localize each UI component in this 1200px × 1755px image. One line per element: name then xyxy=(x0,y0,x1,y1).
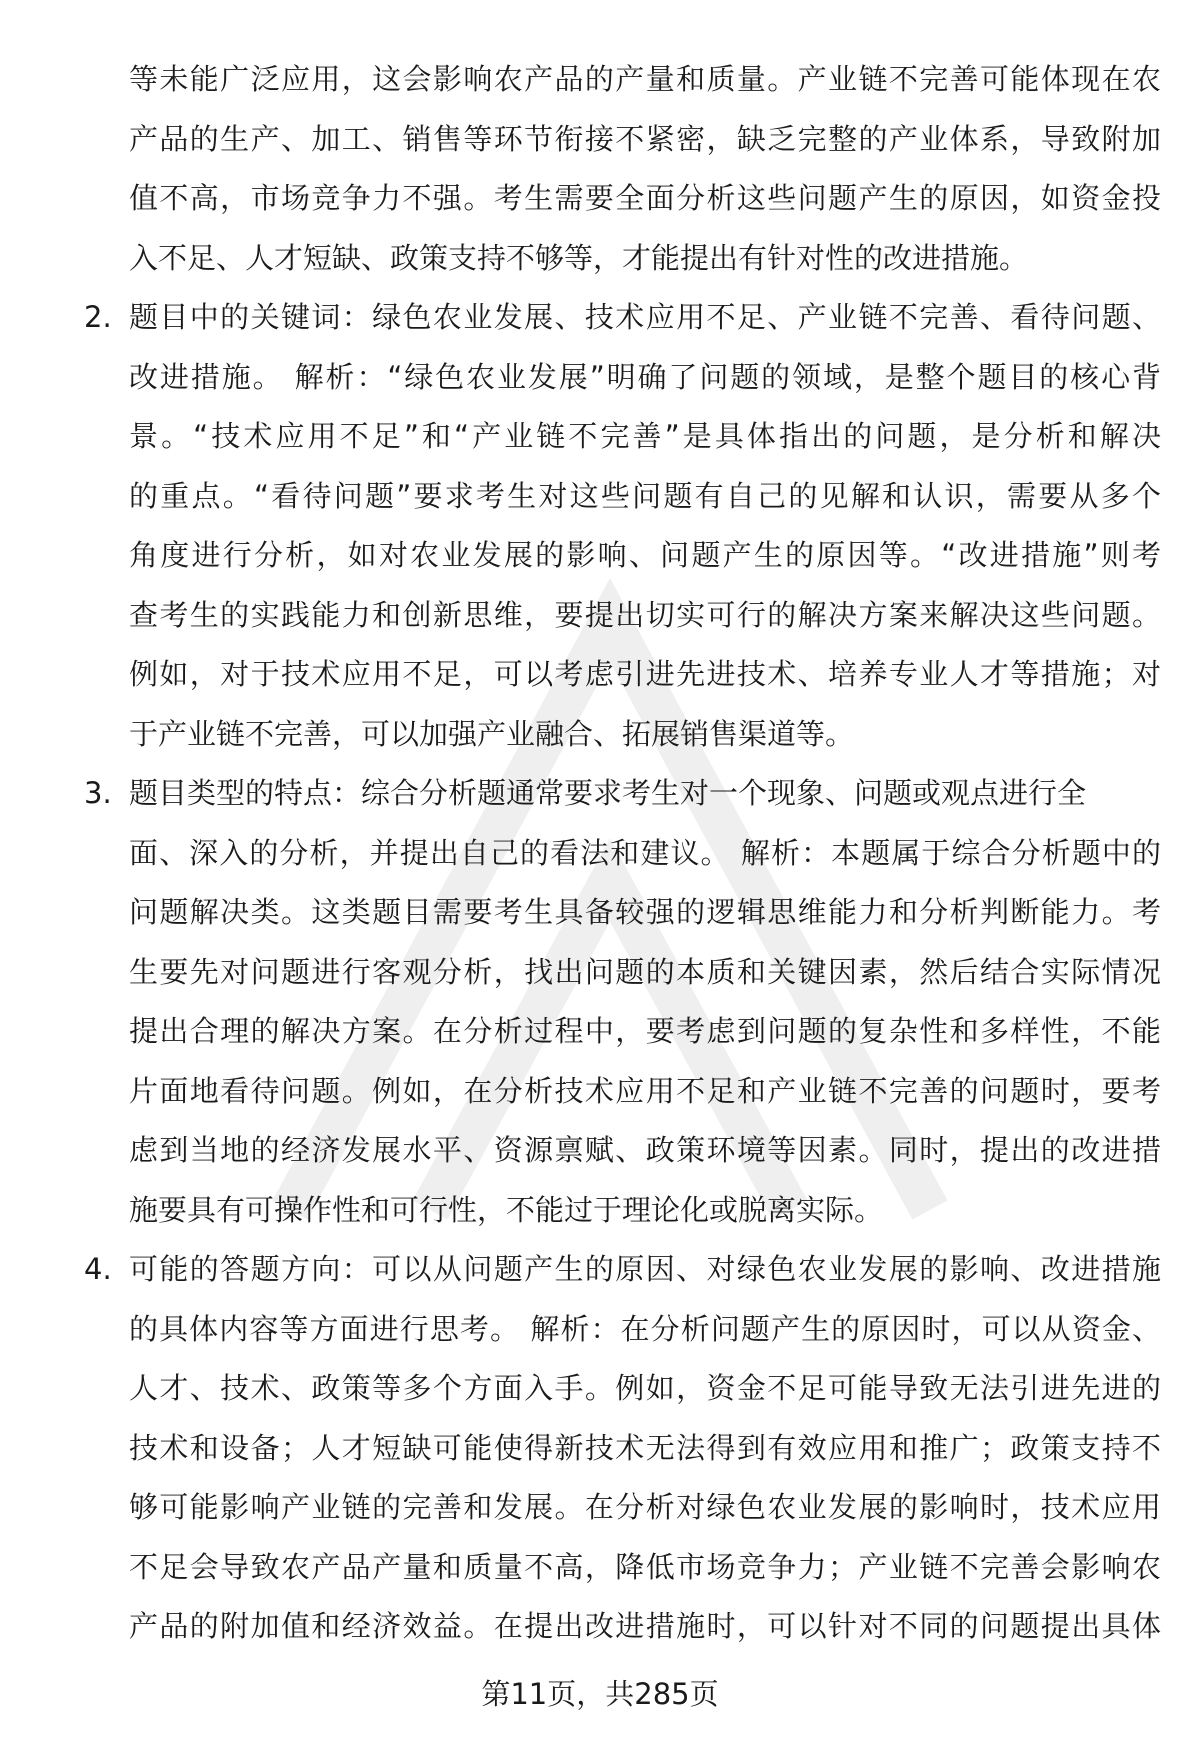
text-line: 题目中的关键词：绿色农业发展、技术应用不足、产业链不完善、看待问题、 xyxy=(129,300,1161,334)
text-line: 够可能影响产业链的完善和发展。在分析对绿色农业发展的影响时，技术应用 xyxy=(129,1490,1161,1524)
list-number: 3. xyxy=(84,776,112,810)
text-line: 改进措施。 解析：“绿色农业发展”明确了问题的领域，是整个题目的核心背 xyxy=(129,359,1161,394)
text-line: 提出合理的解决方案。在分析过程中，要考虑到问题的复杂性和多样性，不能 xyxy=(129,1014,1161,1048)
text-line: 产品的生产、加工、销售等环节衔接不紧密，缺乏完整的产业体系，导致附加 xyxy=(129,121,1161,156)
list-item-2 xyxy=(0,288,1200,764)
text-line: 景。“技术应用不足”和“产业链不完善”是具体指出的问题，是分析和解决 xyxy=(129,419,1161,453)
text-line: 生要先对问题进行客观分析，找出问题的本质和关键因素，然后结合实际情况 xyxy=(129,954,1161,989)
text-line: 不足会导致农产品产量和质量不高，降低市场竞争力；产业链不完善会影响农 xyxy=(129,1549,1161,1584)
text-line: 入不足、人才短缺、政策支持不够等，才能提出有针对性的改进措施。 xyxy=(129,240,1029,275)
text-line: 例如，对于技术应用不足，可以考虑引进先进技术、培养专业人才等措施；对 xyxy=(129,657,1161,691)
text-line: 技术和设备；人才短缺可能使得新技术无法得到有效应用和推广；政策支持不 xyxy=(129,1430,1161,1465)
text-line: 的重点。“看待问题”要求考生对这些问题有自己的见解和认识，需要从多个 xyxy=(129,478,1161,513)
document-body xyxy=(0,50,1200,1657)
text-line: 查考生的实践能力和创新思维，要提出切实可行的解决方案来解决这些问题。 xyxy=(129,597,1161,632)
list-item-1-continued xyxy=(0,50,1200,288)
text-line: 人才、技术、政策等多个方面入手。例如，资金不足可能导致无法引进先进的 xyxy=(129,1371,1161,1405)
list-number: 4. xyxy=(84,1252,112,1286)
list-item-3 xyxy=(0,764,1200,1240)
list-number: 2. xyxy=(84,300,112,334)
text-line: 值不高，市场竞争力不强。考生需要全面分析这些问题产生的原因，如资金投 xyxy=(129,181,1161,215)
text-line: 题目类型的特点：综合分析题通常要求考生对一个现象、问题或观点进行全 xyxy=(129,776,1087,810)
text-line: 施要具有可操作性和可行性，不能过于理论化或脱离实际。 xyxy=(129,1192,884,1227)
text-line: 可能的答题方向：可以从问题产生的原因、对绿色农业发展的影响、改进措施 xyxy=(129,1252,1161,1286)
text-line: 于产业链不完善，可以加强产业融合、拓展销售渠道等。 xyxy=(129,716,855,751)
text-line: 问题解决类。这类题目需要考生具备较强的逻辑思维能力和分析判断能力。考 xyxy=(129,895,1161,929)
text-line: 的具体内容等方面进行思考。 解析：在分析问题产生的原因时，可以从资金、 xyxy=(129,1311,1161,1346)
text-line: 产品的附加值和经济效益。在提出改进措施时，可以针对不同的问题提出具体 xyxy=(129,1609,1161,1643)
page-number: 第11页，共285页 xyxy=(481,1677,719,1711)
text-line: 角度进行分析，如对农业发展的影响、问题产生的原因等。“改进措施”则考 xyxy=(129,538,1161,572)
text-line: 虑到当地的经济发展水平、资源禀赋、政策环境等因素。同时，提出的改进措 xyxy=(129,1133,1161,1167)
text-line: 面、深入的分析，并提出自己的看法和建议。 解析：本题属于综合分析题中的 xyxy=(129,835,1161,870)
text-line: 等未能广泛应用，这会影响农产品的产量和质量。产业链不完善可能体现在农 xyxy=(129,62,1161,96)
text-line: 片面地看待问题。例如，在分析技术应用不足和产业链不完善的问题时，要考 xyxy=(129,1073,1161,1108)
list-item-4 xyxy=(0,1240,1200,1657)
